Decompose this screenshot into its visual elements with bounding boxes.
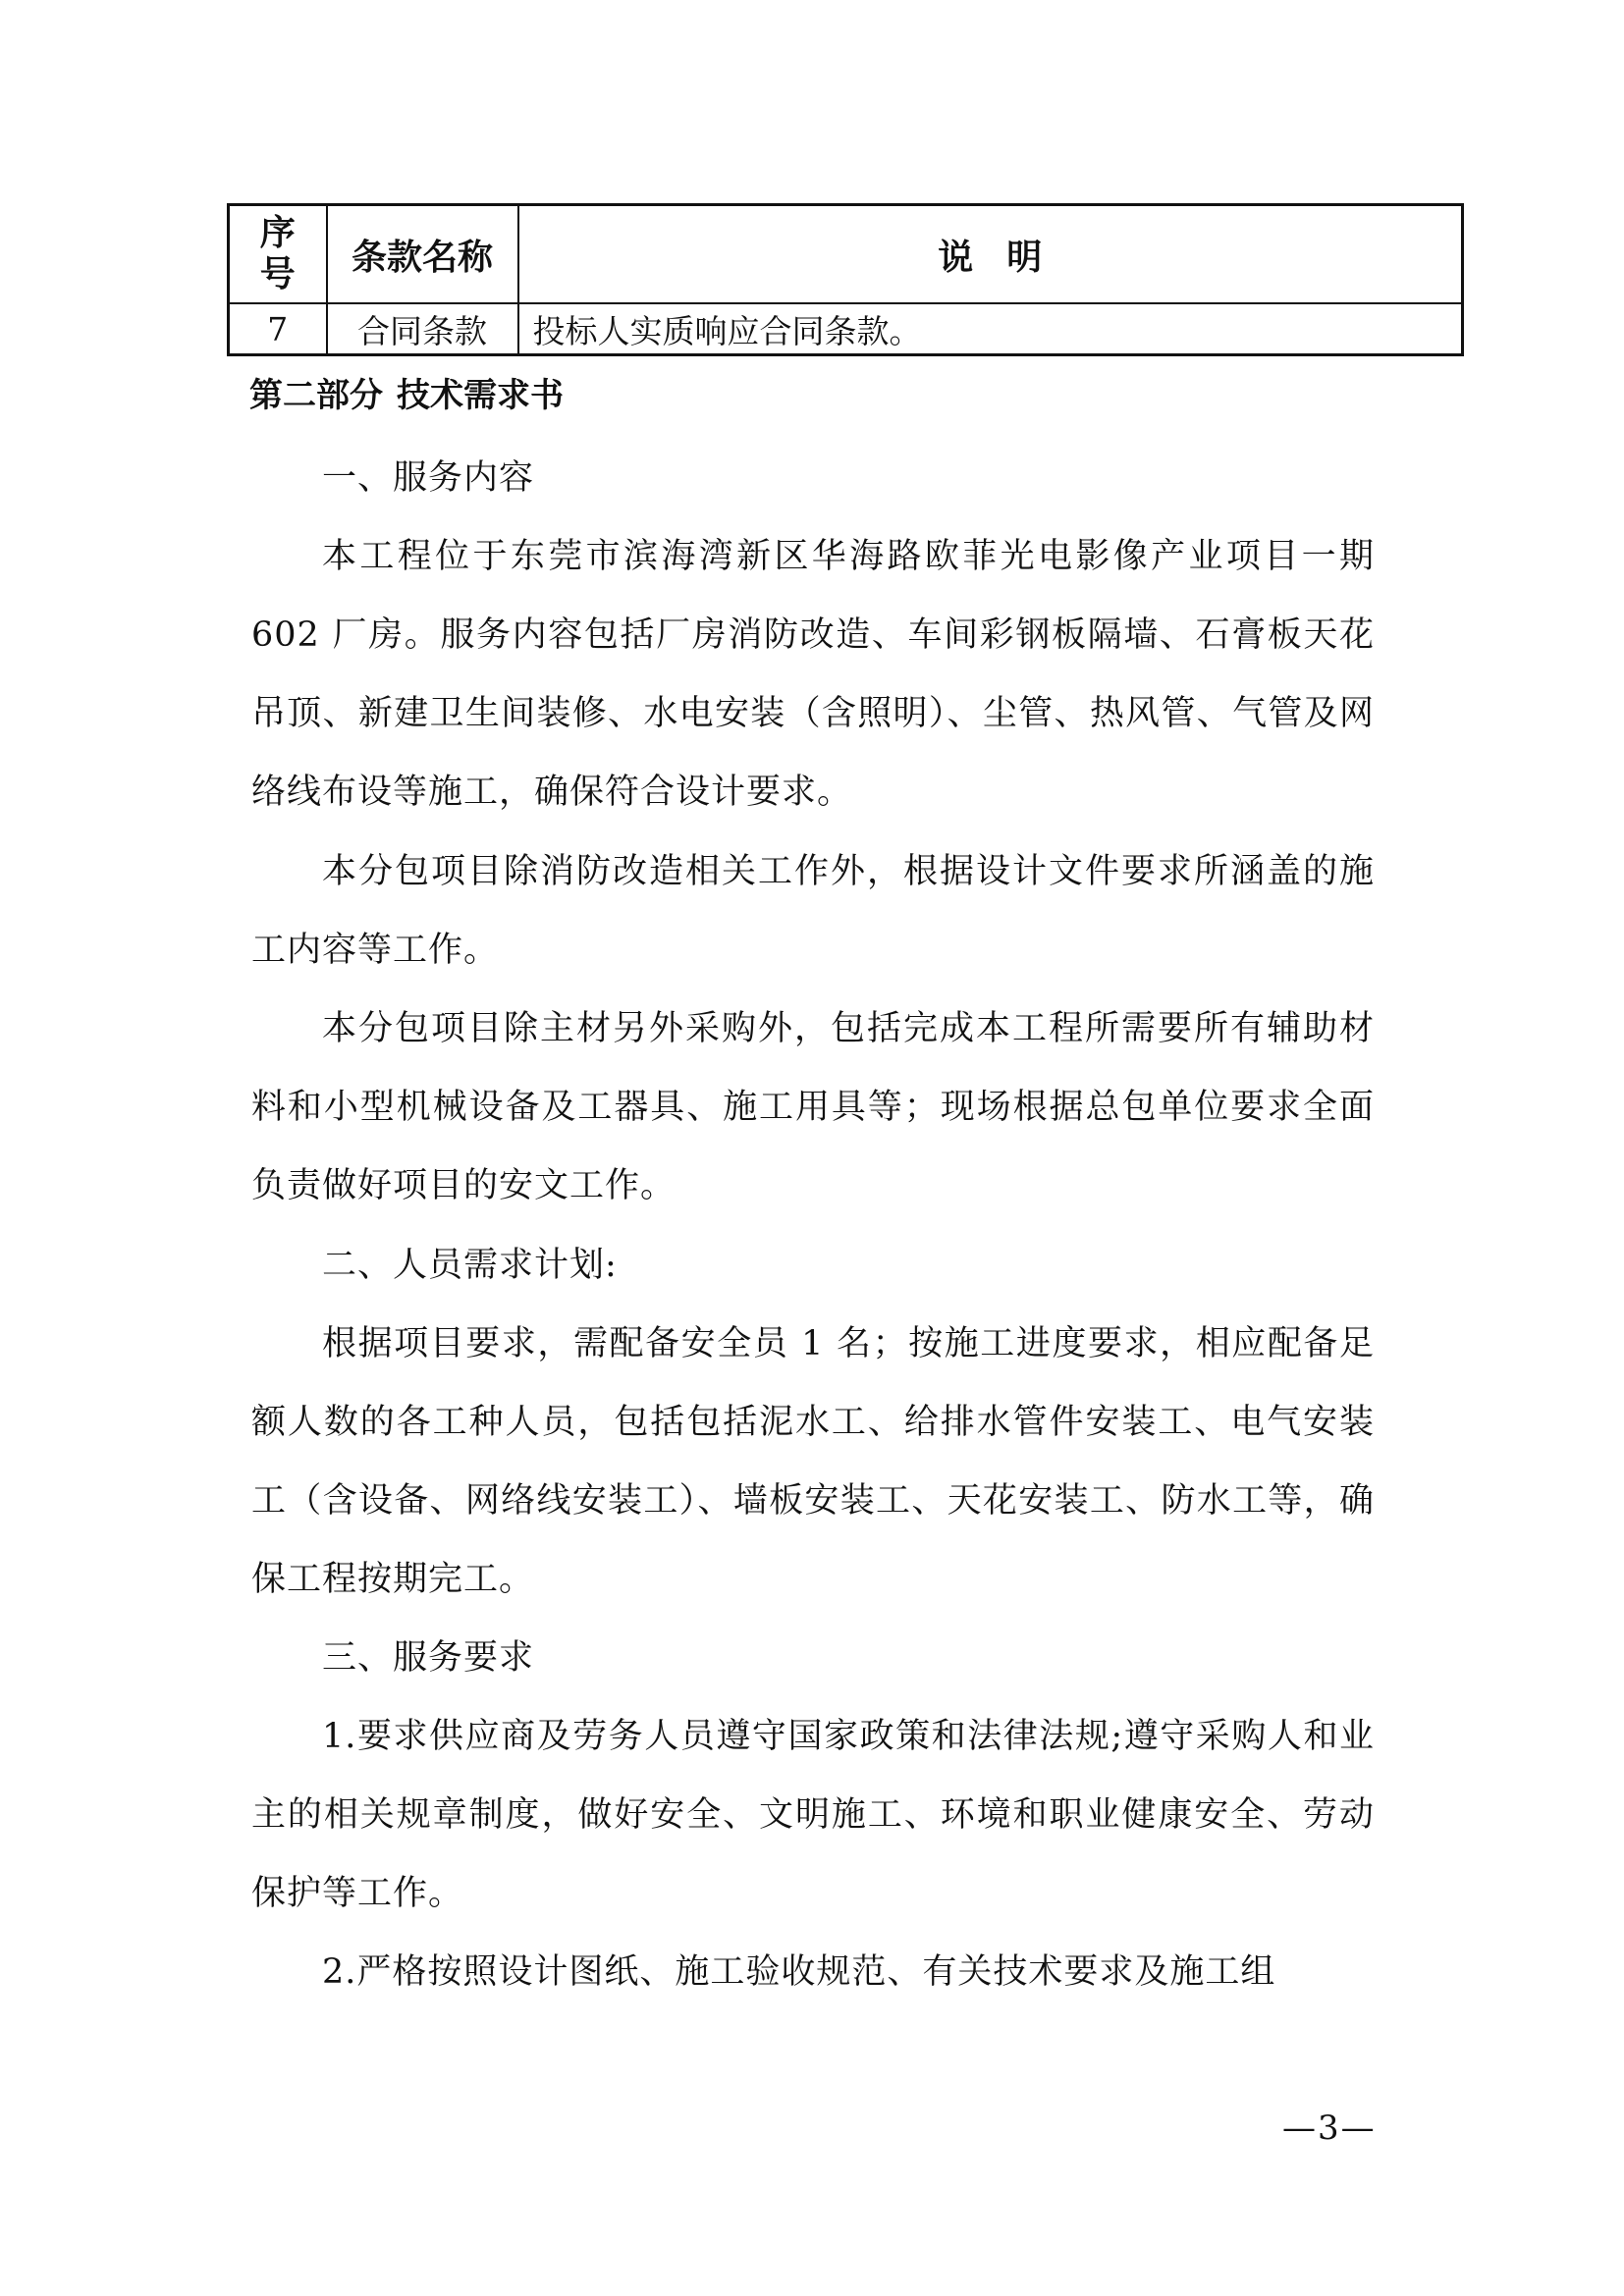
section-title-text: 技术需求书 — [397, 376, 564, 415]
table-header-row — [229, 205, 1463, 304]
service-requirements-heading: 三、服务要求 — [322, 1638, 535, 1678]
service-requirement-2: 2.严格按照设计图纸、施工验收规范、有关技术要求及施工组 — [322, 1952, 1276, 1992]
cell-clause-name: 合同条款 — [327, 303, 518, 355]
service-content-paragraph-1: 本工程位于东莞市滨海湾新区华海路欧菲光电影像产业项目一期 602 厂房。服务内容包括厂房消防改造、车间彩钢板隔墙、石膏板天花吊顶、新建卫生间装修、水电安装（含照明）、尘管、热风管、气管及网络线布设等施工，确保符合设计要求。 — [251, 537, 1375, 812]
table-row — [229, 303, 1463, 355]
cell-description: 投标人实质响应合同条款。 — [518, 303, 1463, 355]
header-no — [229, 205, 327, 304]
service-content-paragraph-2: 本分包项目除消防改造相关工作外，根据设计文件要求所涵盖的施工内容等工作。 — [251, 852, 1375, 970]
staffing-plan-heading: 二、人员需求计划: — [322, 1246, 618, 1285]
service-content-heading: 一、服务内容 — [322, 458, 535, 498]
section-title — [249, 371, 564, 420]
service-requirement-1: 1.要求供应商及劳务人员遵守国家政策和法律法规;遵守采购人和业主的相关规章制度，做好安全、文明施工、环境和职业健康安全、劳动保护等工作。 — [251, 1717, 1375, 1913]
header-no-line1: 序 — [259, 213, 296, 253]
header-no-line2: 号 — [259, 254, 296, 294]
header-description: 说明 — [518, 205, 1463, 304]
header-clause-name: 条款名称 — [327, 205, 518, 304]
clause-table — [227, 203, 1464, 356]
section-part: 第二部分 — [249, 376, 383, 415]
service-content-paragraph-3: 本分包项目除主材另外采购外，包括完成本工程所需要所有辅助材料和小型机械设备及工器具、施工用具等；现场根据总包单位要求全面负责做好项目的安文工作。 — [251, 1009, 1375, 1205]
staffing-plan-paragraph: 根据项目要求，需配备安全员 1 名；按施工进度要求，相应配备足额人数的各工种人员，包括包括泥水工、给排水管件安装工、电气安装工（含设备、网络线安装工）、墙板安装工、天花安装工、防水工等，确保工程按期完工。 — [251, 1324, 1375, 1599]
cell-no: 7 — [229, 303, 327, 355]
page-number: —3— — [1282, 2109, 1377, 2148]
